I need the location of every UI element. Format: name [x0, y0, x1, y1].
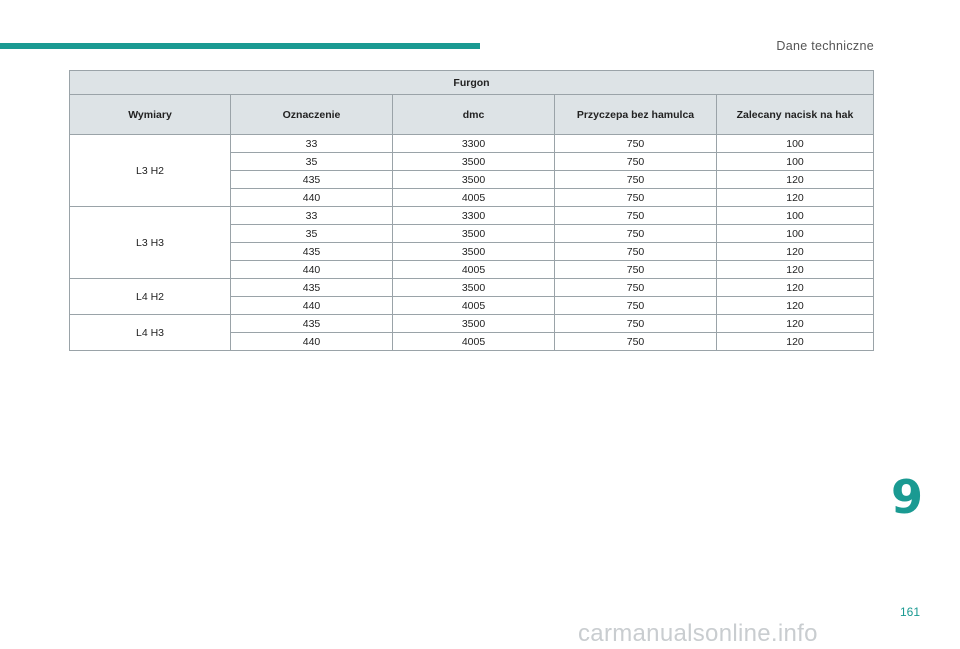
dmc-cell: 4005: [393, 189, 555, 207]
nacisk-cell: 120: [717, 315, 874, 333]
furgon-spec-table: [69, 70, 874, 351]
dmc-cell: 3500: [393, 315, 555, 333]
oznaczenie-cell: 435: [231, 171, 393, 189]
section-title: Dane techniczne: [776, 39, 874, 53]
dmc-cell: 3500: [393, 171, 555, 189]
przyczepa-cell: 750: [555, 225, 717, 243]
dmc-cell: 4005: [393, 297, 555, 315]
przyczepa-cell: 750: [555, 171, 717, 189]
table-row: [70, 207, 874, 225]
oznaczenie-cell: 33: [231, 135, 393, 153]
oznaczenie-cell: 35: [231, 225, 393, 243]
dmc-cell: 4005: [393, 333, 555, 351]
column-header-oznaczenie: Oznaczenie: [231, 95, 393, 135]
section-accent-bar: [0, 43, 480, 49]
oznaczenie-cell: 435: [231, 315, 393, 333]
dmc-cell: 3300: [393, 207, 555, 225]
przyczepa-cell: 750: [555, 135, 717, 153]
dmc-cell: 3300: [393, 135, 555, 153]
nacisk-cell: 120: [717, 333, 874, 351]
oznaczenie-cell: 440: [231, 297, 393, 315]
przyczepa-cell: 750: [555, 207, 717, 225]
wymiary-cell: L3 H3: [70, 207, 231, 279]
dmc-cell: 3500: [393, 153, 555, 171]
nacisk-cell: 100: [717, 135, 874, 153]
oznaczenie-cell: 435: [231, 243, 393, 261]
przyczepa-cell: 750: [555, 243, 717, 261]
przyczepa-cell: 750: [555, 333, 717, 351]
table-title: Furgon: [70, 71, 874, 95]
przyczepa-cell: 750: [555, 261, 717, 279]
column-header-wymiary: Wymiary: [70, 95, 231, 135]
table-body: [70, 135, 874, 351]
nacisk-cell: 100: [717, 225, 874, 243]
wymiary-cell: L4 H3: [70, 315, 231, 351]
dmc-cell: 4005: [393, 261, 555, 279]
column-header-dmc: dmc: [393, 95, 555, 135]
oznaczenie-cell: 440: [231, 333, 393, 351]
oznaczenie-cell: 435: [231, 279, 393, 297]
chapter-number: 9: [891, 470, 924, 524]
column-header-nacisk: Zalecany nacisk na hak: [717, 95, 874, 135]
dmc-cell: 3500: [393, 243, 555, 261]
wymiary-cell: L3 H2: [70, 135, 231, 207]
nacisk-cell: 120: [717, 171, 874, 189]
column-header-przyczepa: Przyczepa bez hamulca: [555, 95, 717, 135]
table-row: [70, 315, 874, 333]
przyczepa-cell: 750: [555, 315, 717, 333]
przyczepa-cell: 750: [555, 279, 717, 297]
nacisk-cell: 120: [717, 261, 874, 279]
page-number: 161: [899, 605, 920, 619]
nacisk-cell: 100: [717, 207, 874, 225]
wymiary-cell: L4 H2: [70, 279, 231, 315]
nacisk-cell: 120: [717, 189, 874, 207]
table-row: [70, 279, 874, 297]
nacisk-cell: 120: [717, 279, 874, 297]
oznaczenie-cell: 35: [231, 153, 393, 171]
dmc-cell: 3500: [393, 279, 555, 297]
nacisk-cell: 100: [717, 153, 874, 171]
przyczepa-cell: 750: [555, 189, 717, 207]
oznaczenie-cell: 440: [231, 189, 393, 207]
przyczepa-cell: 750: [555, 153, 717, 171]
nacisk-cell: 120: [717, 297, 874, 315]
oznaczenie-cell: 33: [231, 207, 393, 225]
oznaczenie-cell: 440: [231, 261, 393, 279]
przyczepa-cell: 750: [555, 297, 717, 315]
table-row: [70, 135, 874, 153]
watermark: carmanualsonline.info: [578, 620, 818, 647]
dmc-cell: 3500: [393, 225, 555, 243]
nacisk-cell: 120: [717, 243, 874, 261]
